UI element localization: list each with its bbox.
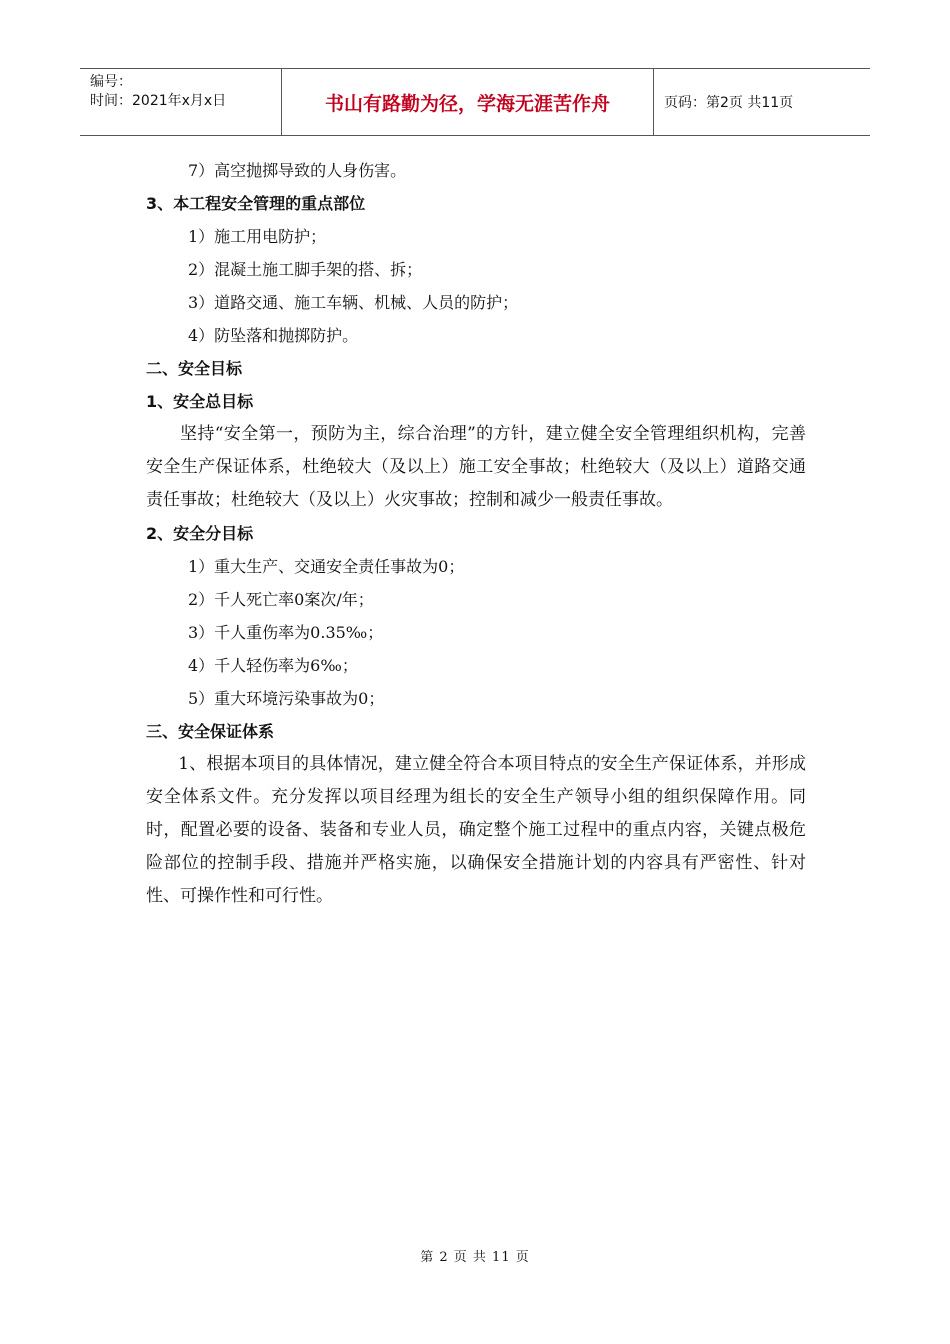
list-item: 3）道路交通、施工车辆、机械、人员的防护；	[188, 293, 519, 312]
document-body	[146, 154, 806, 913]
header-meta	[80, 69, 282, 135]
overall-goal-paragraph: 坚持“安全第一，预防为主，综合治理”的方针，建立健全安全管理组织机构，完善安全生产保证体系，杜绝较大（及以上）施工安全事故；杜绝较大（及以上）道路交通责任事故；杜绝较大（及以上）火灾事故；控制和减少一般责任事故。	[146, 424, 806, 510]
chapter-heading: 三、安全保证体系	[146, 722, 275, 741]
list-item: 2）千人死亡率0案次/年；	[188, 590, 374, 609]
list-item: 2）混凝土施工脚手架的搭、拆；	[188, 260, 423, 279]
document-number-label: 编号：	[90, 74, 132, 90]
list-item: 4）防坠落和抛掷防护。	[188, 326, 359, 345]
list-item: 5）重大环境污染事故为0；	[188, 689, 385, 708]
header-motto: 书山有路勤为径，学海无涯苦作舟	[282, 69, 654, 135]
header-page-info: 页码：第2页 共11页	[664, 95, 794, 111]
list-item: 7）高空抛掷导致的人身伤害。	[188, 161, 407, 180]
page-header	[80, 68, 870, 136]
chapter-heading: 二、安全目标	[146, 359, 243, 378]
section-heading: 3、本工程安全管理的重点部位	[146, 194, 366, 213]
document-date: 时间：2021年x月x日	[90, 93, 227, 109]
section-heading: 1、安全总目标	[146, 392, 254, 411]
list-item: 1）施工用电防护；	[188, 227, 327, 246]
page-footer: 第 2 页 共 11 页	[420, 1250, 530, 1265]
safety-system-paragraph: 1、根据本项目的具体情况，建立健全符合本项目特点的安全生产保证体系，并形成安全体系文件。充分发挥以项目经理为组长的安全生产领导小组的组织保障作用。同时，配置必要的设备、装备和专业人员，确定整个施工过程中的重点内容，关键点极危险部位的控制手段、措施并严格实施，以确保安全措施计划的内容具有严密性、针对性、可操作性和可行性。	[146, 754, 806, 906]
list-item: 4）千人轻伤率为6‰；	[188, 656, 358, 675]
list-item: 3）千人重伤率为0.35‰；	[188, 623, 384, 642]
section-heading: 2、安全分目标	[146, 524, 254, 543]
list-item: 1）重大生产、交通安全责任事故为0；	[188, 557, 465, 576]
